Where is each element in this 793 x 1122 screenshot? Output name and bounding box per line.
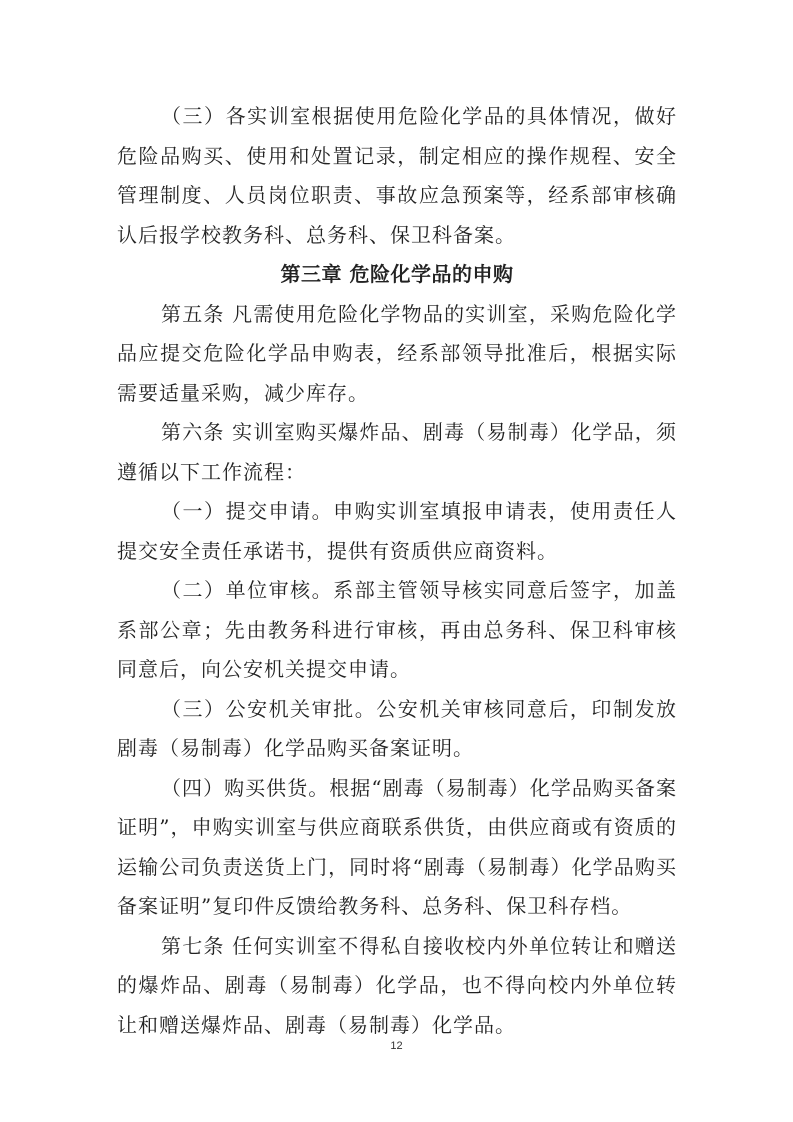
paragraph-3-records: （三）各实训室根据使用危险化学品的具体情况，做好危险品购买、使用和处置记录，制定相应的操作规程、安全管理制度、人员岗位职责、事故应急预案等，经系部审核确认后报学校教务科、总务科、保卫科备案。 <box>117 104 677 247</box>
step-3-police-approval: （三）公安机关审批。公安机关审核同意后，印制发放剧毒（易制毒）化学品购买备案证明。 <box>117 696 677 760</box>
chapter-title: 第三章 危险化学品的申购 <box>280 262 514 286</box>
article-6: 第六条 实训室购买爆炸品、剧毒（易制毒）化学品，须遵循以下工作流程： <box>117 420 677 484</box>
step-1-submit-application: （一）提交申请。申购实训室填报申请表，使用责任人提交安全责任承诺书，提供有资质供应商资料。 <box>117 499 677 563</box>
article-7: 第七条 任何实训室不得私自接收校内外单位转让和赠送的爆炸品、剧毒（易制毒）化学品，也不得向校内外单位转让和赠送爆炸品、剧毒（易制毒）化学品。 <box>117 933 677 1037</box>
page-body <box>117 97 677 1045</box>
article-5: 第五条 凡需使用危险化学物品的实训室，采购危险化学品应提交危险化学品申购表，经系部领导批准后，根据实际需要适量采购，减少库存。 <box>117 301 677 405</box>
step-4-purchase-supply: （四）购买供货。根据“剧毒（易制毒）化学品购买备案证明”，申购实训室与供应商联系供货，由供应商或有资质的运输公司负责送货上门，同时将“剧毒（易制毒）化学品购买备案证明”复印件反馈给教务科、总务科、保卫科存档。 <box>117 775 677 918</box>
step-2-unit-review: （二）单位审核。系部主管领导核实同意后签字，加盖系部公章；先由教务科进行审核，再由总务科、保卫科审核同意后，向公安机关提交申请。 <box>117 578 677 681</box>
page-number: 12 <box>390 1040 403 1052</box>
